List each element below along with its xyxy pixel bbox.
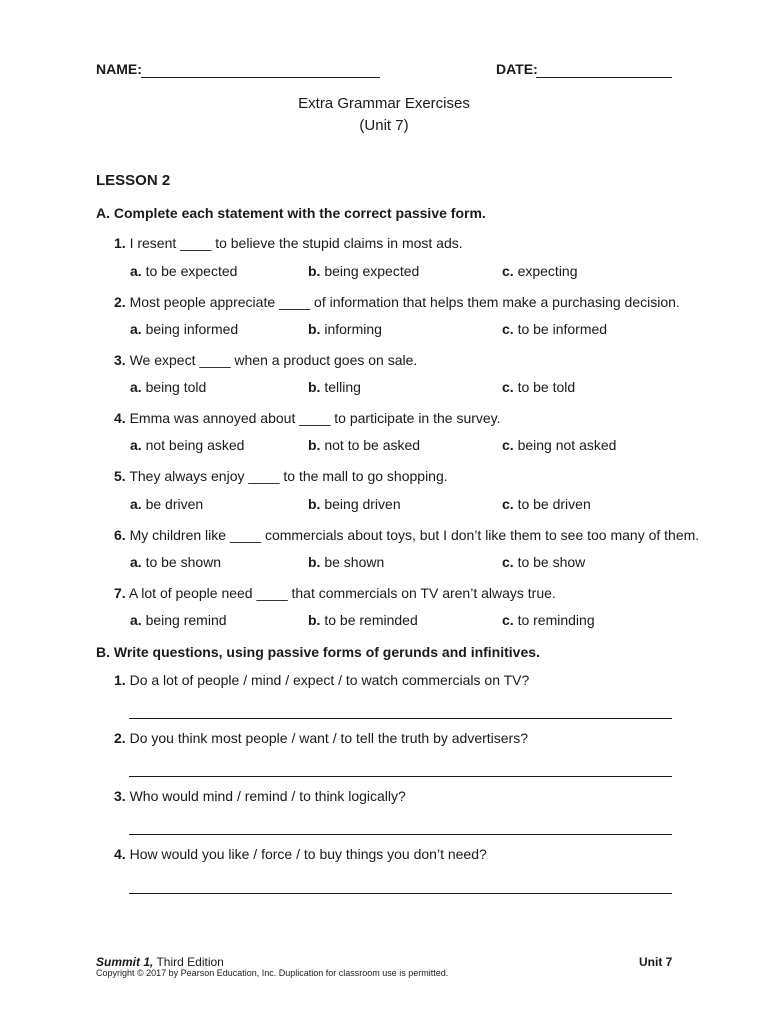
question-a1 <box>114 235 463 251</box>
option-a[interactable] <box>130 554 221 570</box>
option-text: not being asked <box>145 437 245 453</box>
question-number: 1. <box>114 235 126 251</box>
footer-unit: Unit 7 <box>639 955 673 969</box>
option-letter: b. <box>308 496 321 512</box>
option-letter: a. <box>130 496 142 512</box>
page-title: Extra Grammar Exercises <box>298 95 470 112</box>
question-a2 <box>114 294 680 310</box>
question-text: I resent ____ to believe the stupid claims in most ads. <box>129 235 463 251</box>
option-b[interactable] <box>308 379 361 395</box>
option-letter: c. <box>502 321 514 337</box>
question-a4 <box>114 410 501 426</box>
option-text: to reminding <box>517 612 595 628</box>
answer-line[interactable] <box>129 718 672 719</box>
question-number: 4. <box>114 410 126 426</box>
option-text: be driven <box>145 496 204 512</box>
question-text: Emma was annoyed about ____ to participate in the survey. <box>129 410 501 426</box>
option-text: to be show <box>517 554 586 570</box>
option-c[interactable] <box>502 321 607 337</box>
option-c[interactable] <box>502 496 591 512</box>
option-c[interactable] <box>502 554 585 570</box>
answer-line[interactable] <box>129 893 672 894</box>
question-b3 <box>114 788 406 804</box>
option-text: not to be asked <box>324 437 421 453</box>
question-a7 <box>114 585 556 601</box>
option-letter: a. <box>130 554 142 570</box>
section-b-heading: B. Write questions, using passive forms of gerunds and infinitives. <box>96 644 540 660</box>
question-text: Who would mind / remind / to think logically? <box>129 788 406 804</box>
question-number: 3. <box>114 788 126 804</box>
section-a-heading: A. Complete each statement with the correct passive form. <box>96 205 486 221</box>
option-text: expecting <box>517 263 578 279</box>
option-letter: b. <box>308 612 321 628</box>
option-letter: c. <box>502 263 514 279</box>
option-letter: c. <box>502 612 514 628</box>
page-subtitle: (Unit 7) <box>359 117 409 134</box>
option-letter: a. <box>130 263 142 279</box>
date-field-line[interactable] <box>536 77 672 78</box>
option-a[interactable] <box>130 496 203 512</box>
option-text: telling <box>324 379 361 395</box>
date-label: DATE: <box>496 61 538 77</box>
question-number: 6. <box>114 527 126 543</box>
option-b[interactable] <box>308 263 419 279</box>
option-b[interactable] <box>308 437 420 453</box>
question-number: 2. <box>114 730 126 746</box>
question-text: We expect ____ when a product goes on sale. <box>129 352 418 368</box>
book-title: Summit 1, <box>96 955 154 969</box>
option-text: to be shown <box>145 554 222 570</box>
question-number: 1. <box>114 672 126 688</box>
question-text: Do a lot of people / mind / expect / to watch commercials on TV? <box>129 672 530 688</box>
option-a[interactable] <box>130 379 206 395</box>
option-letter: c. <box>502 496 514 512</box>
option-letter: a. <box>130 437 142 453</box>
option-text: being expected <box>324 263 420 279</box>
option-letter: c. <box>502 554 514 570</box>
question-text: My children like ____ commercials about toys, but I don’t like them to see too many of them. <box>129 527 700 543</box>
option-a[interactable] <box>130 612 227 628</box>
option-text: being driven <box>324 496 401 512</box>
option-b[interactable] <box>308 612 418 628</box>
option-a[interactable] <box>130 263 237 279</box>
option-text: informing <box>324 321 382 337</box>
option-letter: a. <box>130 379 142 395</box>
question-number: 7. <box>114 585 126 601</box>
footer-copyright: Copyright © 2017 by Pearson Education, Inc. Duplication for classroom use is permitted. <box>96 968 449 978</box>
option-c[interactable] <box>502 379 575 395</box>
option-letter: b. <box>308 321 321 337</box>
option-letter: a. <box>130 321 142 337</box>
question-number: 3. <box>114 352 126 368</box>
option-b[interactable] <box>308 554 384 570</box>
option-c[interactable] <box>502 612 595 628</box>
question-text: A lot of people need ____ that commercials on TV aren’t always true. <box>128 585 556 601</box>
question-a3 <box>114 352 417 368</box>
option-letter: b. <box>308 379 321 395</box>
question-a6 <box>114 527 699 543</box>
question-number: 2. <box>114 294 126 310</box>
question-a5 <box>114 468 448 484</box>
footer-book-title <box>96 955 224 969</box>
question-number: 4. <box>114 846 126 862</box>
option-text: being told <box>145 379 207 395</box>
option-text: being informed <box>145 321 239 337</box>
option-text: to be informed <box>517 321 608 337</box>
name-field-line[interactable] <box>141 77 380 78</box>
question-text: Do you think most people / want / to tell the truth by advertisers? <box>129 730 529 746</box>
option-c[interactable] <box>502 263 578 279</box>
answer-line[interactable] <box>129 776 672 777</box>
option-text: be shown <box>324 554 385 570</box>
option-b[interactable] <box>308 496 401 512</box>
option-text: being remind <box>145 612 227 628</box>
option-text: to be reminded <box>324 612 418 628</box>
question-b1 <box>114 672 529 688</box>
lesson-heading: LESSON 2 <box>96 172 171 189</box>
question-text: Most people appreciate ____ of information that helps them make a purchasing decision. <box>129 294 680 310</box>
book-edition: Third Edition <box>153 955 224 969</box>
option-a[interactable] <box>130 437 244 453</box>
option-letter: b. <box>308 437 321 453</box>
option-text: to be expected <box>145 263 238 279</box>
option-text: to be driven <box>517 496 591 512</box>
question-number: 5. <box>114 468 126 484</box>
option-c[interactable] <box>502 437 616 453</box>
option-letter: a. <box>130 612 142 628</box>
option-b[interactable] <box>308 321 382 337</box>
option-letter: b. <box>308 554 321 570</box>
option-letter: c. <box>502 379 514 395</box>
question-text: They always enjoy ____ to the mall to go shopping. <box>129 468 448 484</box>
option-text: being not asked <box>517 437 617 453</box>
question-b2 <box>114 730 528 746</box>
question-b4 <box>114 846 487 862</box>
option-text: to be told <box>517 379 576 395</box>
question-text: How would you like / force / to buy things you don’t need? <box>129 846 487 862</box>
option-a[interactable] <box>130 321 238 337</box>
answer-line[interactable] <box>129 834 672 835</box>
option-letter: b. <box>308 263 321 279</box>
name-label: NAME: <box>96 61 142 77</box>
option-letter: c. <box>502 437 514 453</box>
